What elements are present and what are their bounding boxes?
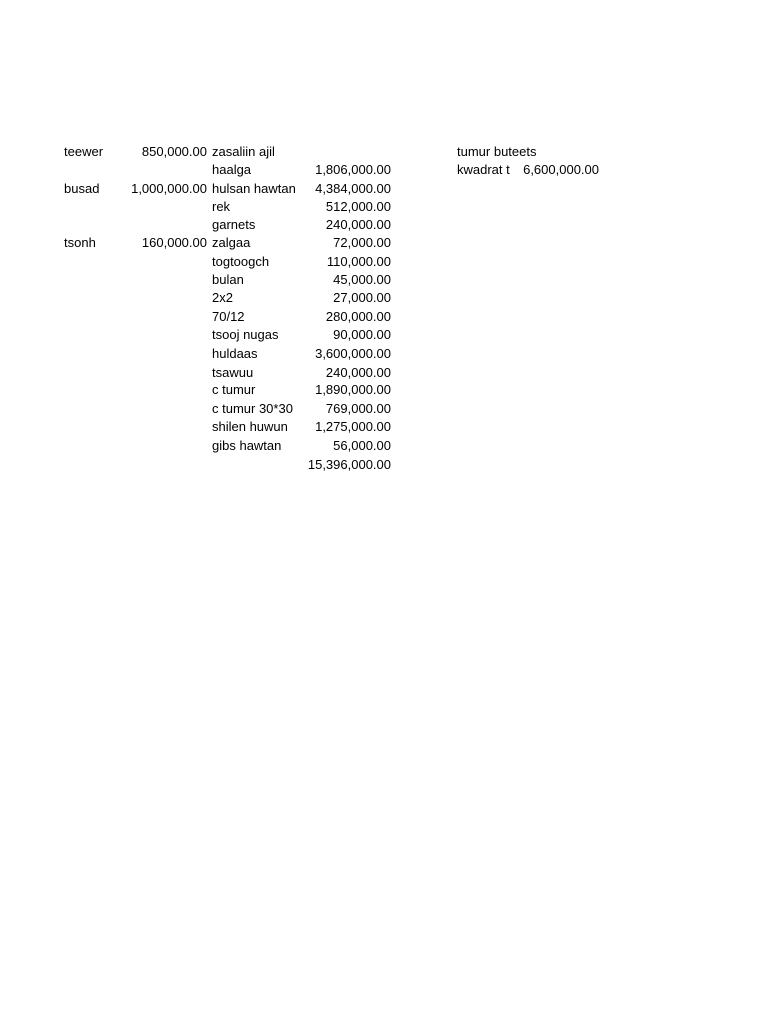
item-label-cell: garnets	[212, 217, 256, 232]
sheet-row	[0, 271, 768, 289]
left-amount-cell: 850,000.00	[141, 144, 207, 159]
item-value-cell: 45,000.00	[333, 272, 391, 287]
right-label-cell: kwadrat t	[457, 162, 510, 177]
sheet-row	[0, 418, 768, 436]
left-name-cell: teewer	[64, 144, 104, 159]
item-label-cell: gibs hawtan	[212, 438, 282, 453]
sheet-row	[0, 198, 768, 216]
item-value-cell: 1,275,000.00	[315, 419, 391, 434]
sheet-row	[0, 216, 768, 234]
sheet-row	[0, 234, 768, 252]
sheet-row	[0, 180, 768, 198]
sheet-row	[0, 161, 768, 179]
materials-total-cell: 15,396,000.00	[307, 457, 391, 472]
materials-header: zasaliin ajil	[212, 144, 275, 159]
item-label-cell: 2x2	[212, 290, 233, 305]
item-value-cell: 4,384,000.00	[315, 181, 391, 196]
item-value-cell: 1,806,000.00	[315, 162, 391, 177]
item-value-cell: 512,000.00	[325, 199, 391, 214]
item-label-cell: rek	[212, 199, 231, 214]
left-amount-cell: 1,000,000.00	[131, 181, 207, 196]
item-value-cell: 240,000.00	[325, 365, 391, 380]
item-value-cell: 90,000.00	[333, 327, 391, 342]
left-name-cell: busad	[64, 181, 100, 196]
sheet-row	[0, 400, 768, 418]
item-value-cell: 769,000.00	[325, 401, 391, 416]
item-value-cell: 3,600,000.00	[315, 346, 391, 361]
item-label-cell: c tumur	[212, 382, 256, 397]
sheet-row	[0, 381, 768, 399]
item-label-cell: tsawuu	[212, 365, 254, 380]
sheet-row	[0, 345, 768, 363]
item-label-cell: togtoogch	[212, 254, 270, 269]
item-value-cell: 27,000.00	[333, 290, 391, 305]
sheet-row	[0, 326, 768, 344]
left-name-cell: tsonh	[64, 235, 96, 250]
sheet-row	[0, 308, 768, 326]
item-label-cell: huldaas	[212, 346, 258, 361]
total-row	[0, 456, 768, 474]
item-value-cell: 110,000.00	[326, 254, 391, 269]
item-label-cell: 70/12	[212, 309, 245, 324]
item-label-cell: haalga	[212, 162, 252, 177]
right-value-cell: 6,600,000.00	[523, 162, 599, 177]
sheet-row	[0, 364, 768, 382]
item-label-cell: c tumur 30*30	[212, 401, 293, 416]
item-label-cell: hulsan hawtan	[212, 181, 296, 196]
item-value-cell: 56,000.00	[333, 438, 391, 453]
item-value-cell: 1,890,000.00	[315, 382, 391, 397]
right-header: tumur buteets	[457, 144, 537, 159]
item-value-cell: 280,000.00	[325, 309, 391, 324]
item-label-cell: bulan	[212, 272, 244, 287]
sheet-row	[0, 253, 768, 271]
sheet-row	[0, 289, 768, 307]
item-value-cell: 72,000.00	[333, 235, 391, 250]
sheet-row	[0, 437, 768, 455]
sheet-row	[0, 143, 768, 161]
item-label-cell: shilen huwun	[212, 419, 288, 434]
item-value-cell: 240,000.00	[325, 217, 391, 232]
item-label-cell: zalgaa	[212, 235, 251, 250]
item-label-cell: tsooj nugas	[212, 327, 279, 342]
left-amount-cell: 160,000.00	[141, 235, 207, 250]
